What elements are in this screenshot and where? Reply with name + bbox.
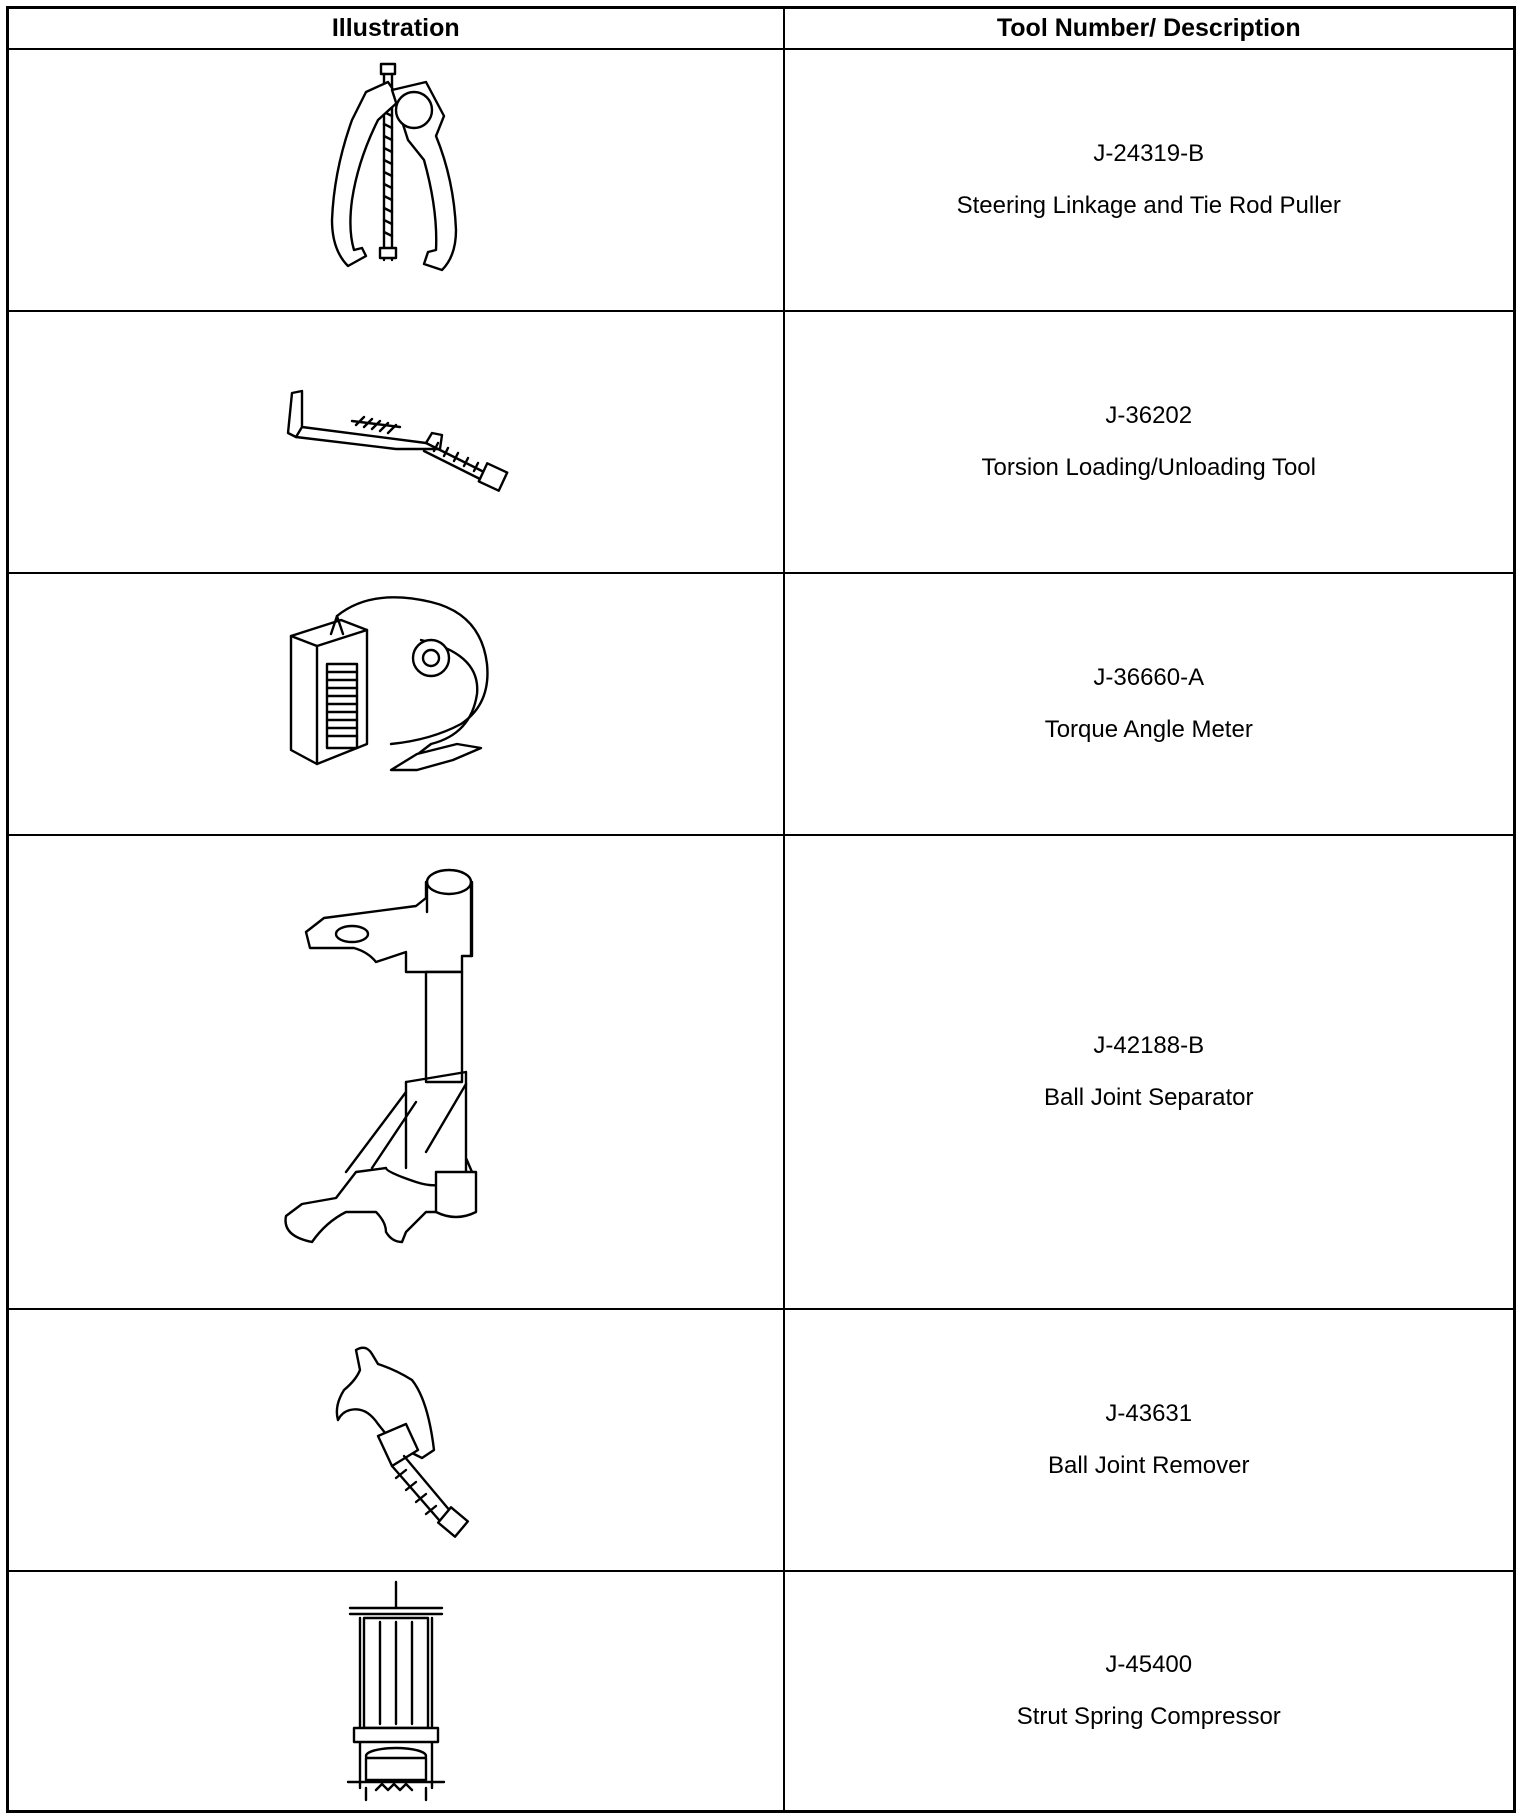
torque-angle-meter-icon <box>281 594 511 814</box>
ball-joint-remover-icon <box>306 1340 486 1540</box>
header-row <box>8 8 1515 50</box>
table-row <box>8 49 1515 311</box>
tool-cell <box>784 1309 1515 1571</box>
tool-header: Tool Number/ Description <box>784 8 1515 50</box>
tool-cell <box>784 573 1515 835</box>
illustration-cell <box>8 573 784 835</box>
illustration-cell <box>8 1571 784 1811</box>
tool-description: Steering Linkage and Tie Rod Puller <box>956 192 1341 219</box>
torsion-tool-icon <box>276 387 516 497</box>
tool-number: J-42188-B <box>1093 1032 1205 1059</box>
tool-cell <box>784 311 1515 573</box>
tool-cell <box>784 49 1515 311</box>
illustration-cell <box>8 1309 784 1571</box>
tool-number: J-24319-B <box>1093 140 1205 167</box>
illustration-cell <box>8 49 784 311</box>
table-row <box>8 1309 1515 1571</box>
illustration-header: Illustration <box>8 8 784 50</box>
table-row <box>8 1571 1515 1811</box>
strut-spring-compressor-icon <box>336 1578 456 1803</box>
tool-number: J-43631 <box>1105 1400 1193 1427</box>
tool-description: Torque Angle Meter <box>1044 716 1253 743</box>
tool-cell <box>784 835 1515 1309</box>
tool-description: Torsion Loading/Unloading Tool <box>981 454 1316 481</box>
ball-joint-separator-icon <box>276 852 516 1292</box>
tool-cell <box>784 1571 1515 1811</box>
illustration-cell <box>8 311 784 573</box>
table-row <box>8 835 1515 1309</box>
tool-description: Strut Spring Compressor <box>1016 1702 1281 1730</box>
tool-number: J-36660-A <box>1093 664 1205 691</box>
illustration-cell <box>8 835 784 1309</box>
table-row <box>8 573 1515 835</box>
special-tools-table <box>6 6 1516 1813</box>
tool-description: Ball Joint Remover <box>1048 1452 1250 1479</box>
table-row <box>8 311 1515 573</box>
tool-description: Ball Joint Separator <box>1044 1084 1254 1111</box>
tie-rod-puller-icon <box>296 60 496 300</box>
tool-number: J-36202 <box>1105 402 1193 429</box>
tool-number: J-45400 <box>1105 1650 1193 1678</box>
